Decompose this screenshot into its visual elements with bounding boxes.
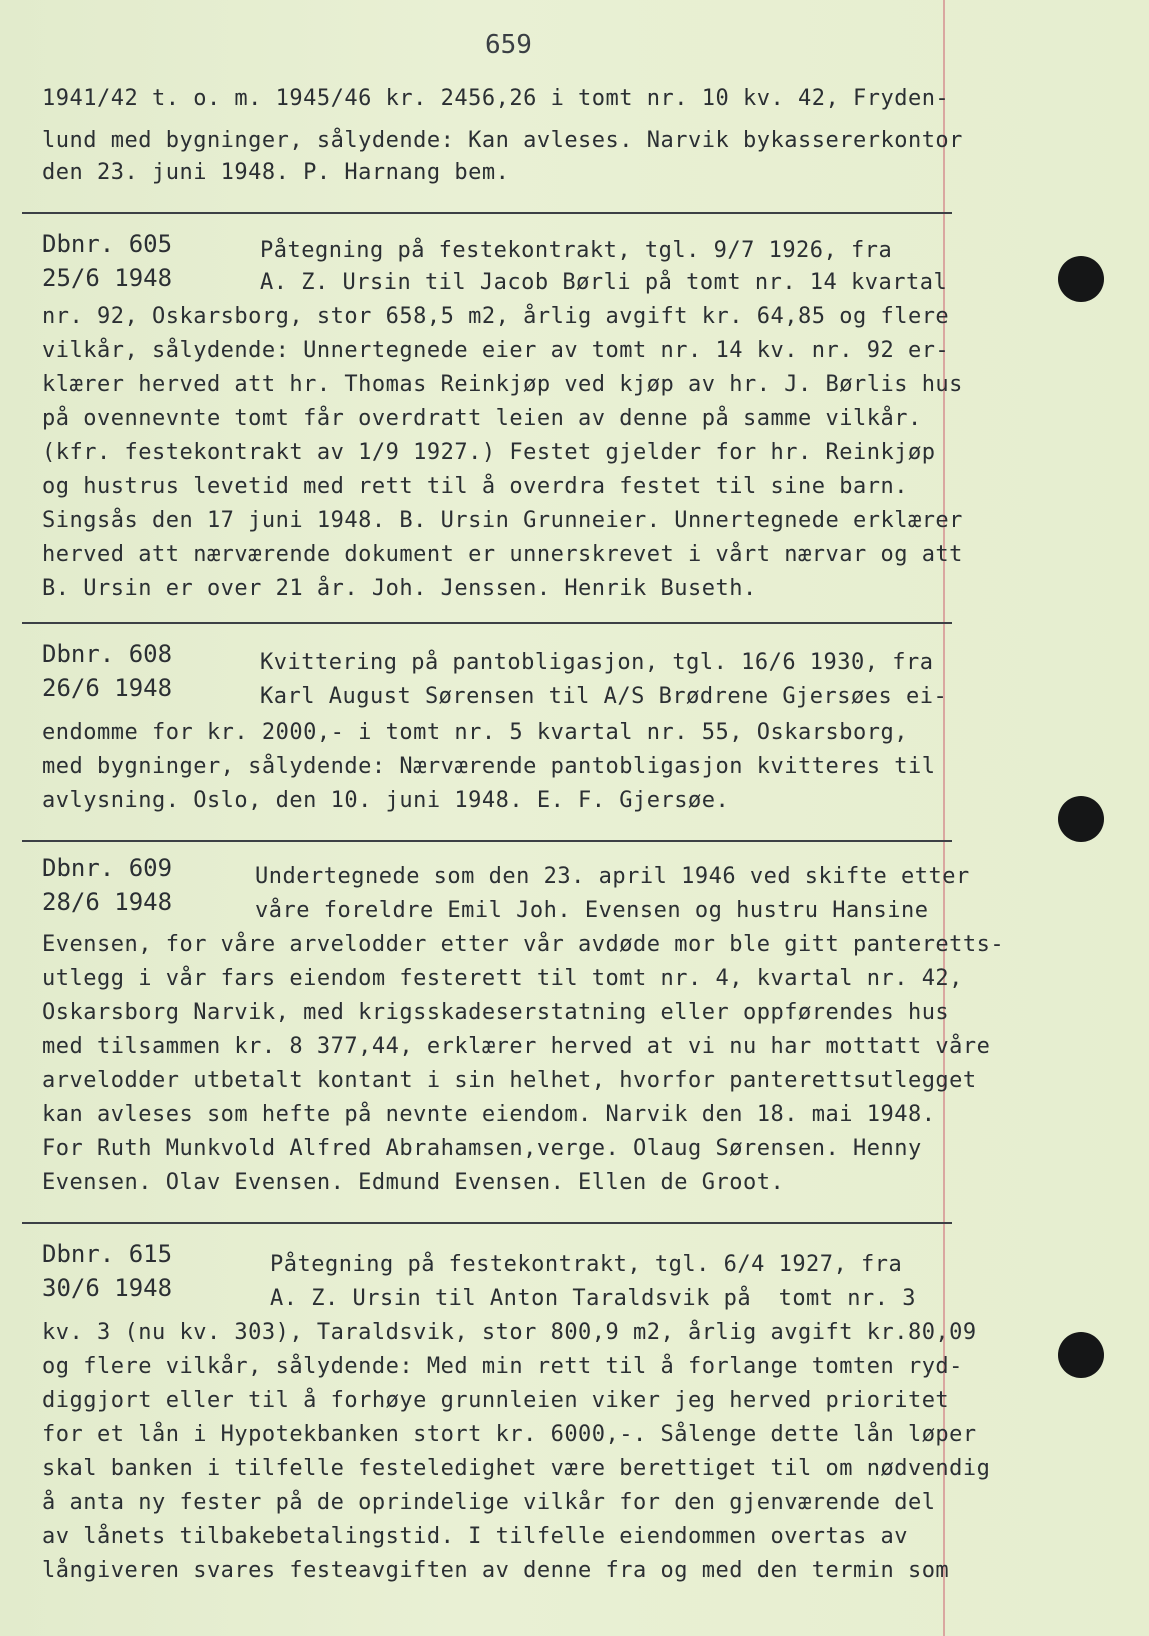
text-line: Kvittering på pantobligasjon, tgl. 16/6 1930, fra <box>260 650 934 675</box>
text-line: herved att nærværende dokument er unnerskrevet i vårt nærvar og att <box>42 542 963 567</box>
text-line: Evensen, for våre arvelodder etter vår avdøde mor ble gitt panteretts- <box>42 932 1005 957</box>
entry-number: Dbnr. 605 <box>42 230 173 258</box>
text-line: Påtegning på festekontrakt, tgl. 9/7 1926, fra <box>260 238 893 263</box>
text-line: med bygninger, sålydende: Nærværende pantobligasjon kvitteres til <box>42 754 936 779</box>
text-line: klærer herved att hr. Thomas Reinkjøp ved kjøp av hr. J. Børlis hus <box>42 372 963 397</box>
text-line: kv. 3 (nu kv. 303), Taraldsvik, stor 800,9 m2, årlig avgift kr.80,09 <box>42 1320 977 1345</box>
text-line: Evensen. Olav Evensen. Edmund Evensen. Ellen de Groot. <box>42 1170 785 1195</box>
text-line: arvelodder utbetalt kontant i sin helhet, hvorfor panterettsutlegget <box>42 1068 977 1093</box>
text-line: kan avleses som hefte på nevnte eiendom. Narvik den 18. mai 1948. <box>42 1102 936 1127</box>
binder-hole <box>1058 796 1104 842</box>
entry-date: 28/6 1948 <box>42 888 173 916</box>
text-line: med tilsammen kr. 8 377,44, erklærer herved at vi nu har mottatt våre <box>42 1034 991 1059</box>
text-line: og hustrus levetid med rett til å overdra festet til sine barn. <box>42 474 908 499</box>
text-line: Oskarsborg Narvik, med krigsskadeserstatning eller oppførendes hus <box>42 1000 950 1025</box>
entry-divider <box>22 212 952 214</box>
text-line: For Ruth Munkvold Alfred Abrahamsen,verge. Olaug Sørensen. Henny <box>42 1136 922 1161</box>
text-line: og flere vilkår, sålydende: Med min rett til å forlange tomten ryd- <box>42 1354 963 1379</box>
text-line: 1941/42 t. o. m. 1945/46 kr. 2456,26 i tomt nr. 10 kv. 42, Fryden- <box>42 86 950 111</box>
text-line: lund med bygninger, sålydende: Kan avleses. Narvik bykassererkontor <box>42 128 963 153</box>
binder-hole <box>1058 1332 1104 1378</box>
text-line: Karl August Sørensen til A/S Brødrene Gjersøes ei- <box>260 684 948 709</box>
text-line: endomme for kr. 2000,- i tomt nr. 5 kvartal nr. 55, Oskarsborg, <box>42 720 908 745</box>
entry-divider <box>22 1222 952 1224</box>
text-line: den 23. juni 1948. P. Harnang bem. <box>42 160 510 185</box>
text-line: långiveren svares festeavgiften av denne fra og med den termin som <box>42 1558 950 1583</box>
text-line: våre foreldre Emil Joh. Evensen og hustru Hansine <box>255 898 929 923</box>
entry-divider <box>22 840 952 842</box>
text-line: diggjort eller til å forhøye grunnleien viker jeg herved prioritet <box>42 1388 950 1413</box>
text-line: skal banken i tilfelle festeledighet være berettiget til om nødvendig <box>42 1456 991 1481</box>
binder-hole <box>1058 256 1104 302</box>
text-line: B. Ursin er over 21 år. Joh. Jenssen. Henrik Buseth. <box>42 576 757 601</box>
entry-date: 25/6 1948 <box>42 264 173 292</box>
entry-date: 30/6 1948 <box>42 1274 173 1302</box>
text-line: for et lån i Hypotekbanken stort kr. 6000,-. Sålenge dette lån løper <box>42 1422 977 1447</box>
text-line: avlysning. Oslo, den 10. juni 1948. E. F. Gjersøe. <box>42 788 730 813</box>
text-line: utlegg i vår fars eiendom festerett til tomt nr. 4, kvartal nr. 42, <box>42 966 963 991</box>
entry-number: Dbnr. 608 <box>42 640 173 668</box>
page-number: 659 <box>485 30 532 60</box>
text-line: A. Z. Ursin til Jacob Børli på tomt nr. 14 kvartal <box>260 270 948 295</box>
text-line: nr. 92, Oskarsborg, stor 658,5 m2, årlig avgift kr. 64,85 og flere <box>42 304 950 329</box>
text-line: på ovennevnte tomt får overdratt leien av denne på samme vilkår. <box>42 406 922 431</box>
text-line: Singsås den 17 juni 1948. B. Ursin Grunneier. Unnertegnede erklærer <box>42 508 963 533</box>
entry-divider <box>22 622 952 624</box>
entry-number: Dbnr. 609 <box>42 854 173 882</box>
entry-date: 26/6 1948 <box>42 674 173 702</box>
text-line: Påtegning på festekontrakt, tgl. 6/4 1927, fra <box>270 1252 903 1277</box>
entry-number: Dbnr. 615 <box>42 1240 173 1268</box>
text-line: vilkår, sålydende: Unnertegnede eier av tomt nr. 14 kv. nr. 92 er- <box>42 338 950 363</box>
text-line: Undertegnede som den 23. april 1946 ved skifte etter <box>255 864 970 889</box>
text-line: å anta ny fester på de oprindelige vilkår for den gjenværende del <box>42 1490 936 1515</box>
text-line: (kfr. festekontrakt av 1/9 1927.) Festet gjelder for hr. Reinkjøp <box>42 440 936 465</box>
text-line: A. Z. Ursin til Anton Taraldsvik på tomt nr. 3 <box>270 1286 917 1311</box>
text-line: av lånets tilbakebetalingstid. I tilfelle eiendommen overtas av <box>42 1524 908 1549</box>
